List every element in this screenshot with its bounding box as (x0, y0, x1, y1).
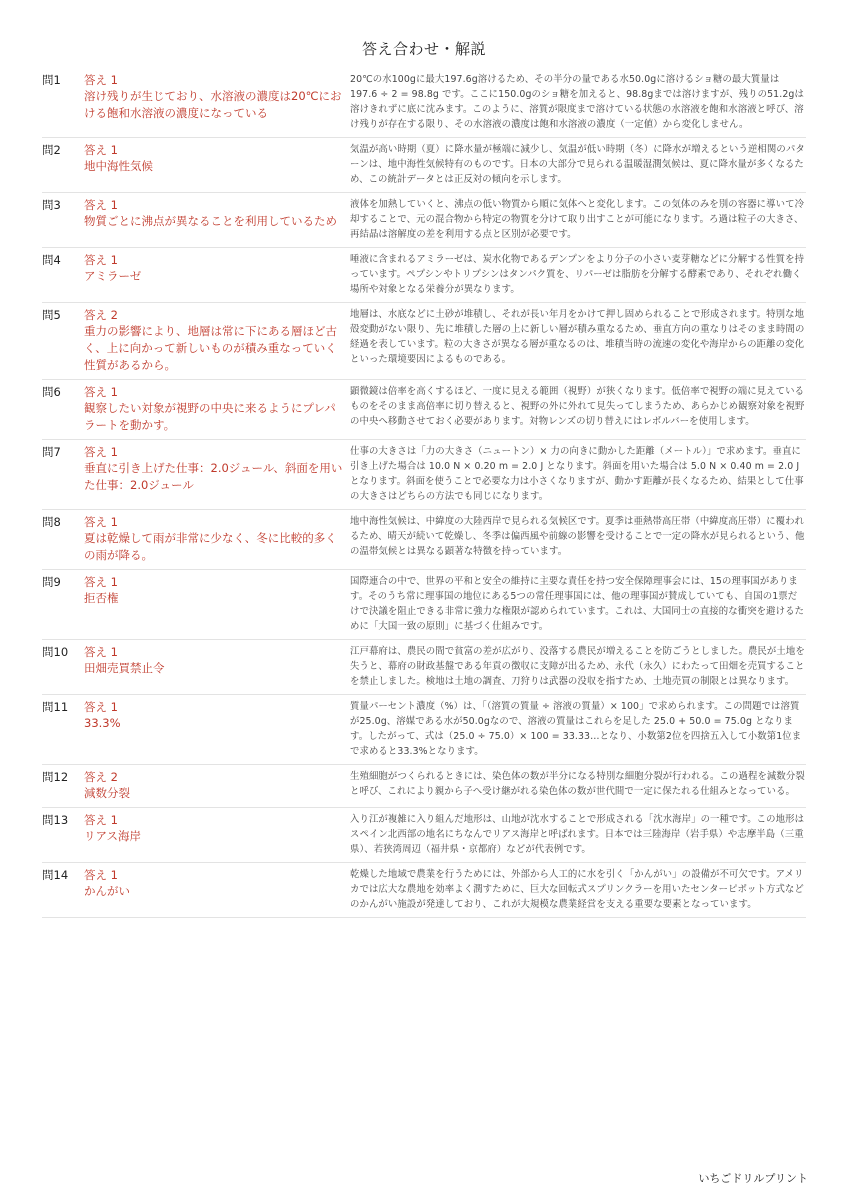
answer-label: 答え 1 (84, 143, 118, 157)
answer-label: 答え 1 (84, 385, 118, 399)
explanation-text: 唾液に含まれるアミラーゼは、炭水化物であるデンプンをより分子の小さい麦芽糖などに分解する性質を持っています。ペプシンやトリプシンはタンパク質を、リパーゼは脂肪を分解する酵素であり、それぞれ働く場所や対象となる栄養分が異なります。 (350, 254, 805, 295)
answer-text: 溶け残りが生じており、水溶液の濃度は20℃における飽和水溶液の濃度になっている (84, 89, 342, 120)
footer-brand: いちごドリルプリント (698, 1172, 808, 1185)
question-number: 問7 (42, 445, 61, 459)
answer-cell (84, 574, 350, 634)
explanation-text: 地層は、水底などに土砂が堆積し、それが長い年月をかけて押し固められることで形成されます。特別な地殻変動がない限り、先に堆積した層の上に新しい層が積み重なるため、垂直方向の重なりはそのまま時間の経過を表しています。粒の大きさが異なる層が重なるのは、堆積当時の流速の変化や海岸からの距離の変化といった環境要因によるものである。 (350, 309, 805, 365)
explanation-text: 入り江が複雑に入り組んだ地形は、山地が沈水することで形成される「沈水海岸」の一種です。この地形はスペイン北西部の地名にちなんでリアス海岸と呼ばれます。日本では三陸海岸（岩手県）や志摩半島（三重県）、若狭湾周辺（福井県・京都府）などが代表例です。 (350, 814, 805, 855)
question-number: 問11 (42, 700, 69, 714)
answer-row (42, 248, 806, 303)
answer-label: 答え 2 (84, 308, 118, 322)
answer-label: 答え 2 (84, 770, 118, 784)
answer-label: 答え 1 (84, 868, 118, 882)
answer-label: 答え 1 (84, 198, 118, 212)
answer-label: 答え 1 (84, 575, 118, 589)
answer-cell (84, 72, 350, 132)
answer-row (42, 193, 806, 248)
answer-text: かんがい (84, 884, 130, 898)
answer-cell (84, 867, 350, 912)
answer-cell (84, 812, 350, 857)
answer-text: リアス海岸 (84, 829, 142, 843)
answer-cell (84, 514, 350, 564)
answer-cell (84, 769, 350, 802)
answer-row (42, 68, 806, 138)
answer-cell (84, 252, 350, 297)
explanation-text: 質量パーセント濃度（%）は、「（溶質の質量 ÷ 溶液の質量）× 100」で求められます。この問題では溶質が25.0g、溶媒である水が50.0gなので、溶液の質量はこれらを足した 25.0 + 50.0 = 75.0g となります。したがって、式は（25.0 ÷ 75.0）× 100 = 33.33…となり、小数第2位を四捨五入して小数第1位まで求めると33.3%となります。 (350, 701, 802, 757)
explanation-text: 地中海性気候は、中緯度の大陸西岸で見られる気候区です。夏季は亜熱帯高圧帯（中緯度高圧帯）に覆われるため、晴天が続いて乾燥し、冬季は偏西風や前線の影響を受けることで一定の降水が見られるという、他の温帯気候とは異なる顕著な特徴を持っています。 (350, 516, 805, 557)
answer-cell (84, 699, 350, 759)
answer-row (42, 440, 806, 510)
question-number: 問1 (42, 73, 61, 87)
question-number: 問9 (42, 575, 61, 589)
answer-label: 答え 1 (84, 700, 118, 714)
question-number: 問14 (42, 868, 69, 882)
question-number: 問4 (42, 253, 61, 267)
explanation-text: 江戸幕府は、農民の間で貧富の差が広がり、没落する農民が増えることを防ごうとしました。農民が土地を失うと、幕府の財政基盤である年貢の徴収に支障が出るため、永代（永久）にわたって田畑を売買することを禁止しました。検地は土地の調査、刀狩りは武器の没収を指すため、土地売買の制限とは異なります。 (350, 646, 805, 687)
question-number: 問12 (42, 770, 69, 784)
answer-cell (84, 444, 350, 504)
explanation-text: 液体を加熱していくと、沸点の低い物質から順に気体へと変化します。この気体のみを別の容器に導いて冷却することで、元の混合物から特定の物質を分けて取り出すことが可能になります。ろ過は粒子の大きさ、再結晶は溶解度の差を利用する点と区別が必要です。 (350, 199, 805, 240)
answer-row (42, 570, 806, 640)
question-number: 問8 (42, 515, 61, 529)
answer-text: 重力の影響により、地層は常に下にある層ほど古く、上に向かって新しいものが積み重なっていく性質があるから。 (84, 324, 337, 372)
answer-text: 地中海性気候 (84, 159, 153, 173)
page-title: 答え合わせ・解説 (361, 40, 486, 58)
answer-text: アミラーゼ (84, 269, 142, 283)
answer-cell (84, 384, 350, 434)
answer-text: 観察したい対象が視野の中央に来るようにプレパラートを動かす。 (84, 401, 336, 432)
answer-label: 答え 1 (84, 73, 118, 87)
question-number: 問5 (42, 308, 61, 322)
explanation-text: 生殖細胞がつくられるときには、染色体の数が半分になる特別な細胞分裂が行われる。この過程を減数分裂と呼び、これにより親から子へ受け継がれる染色体の数が世代間で一定に保たれる仕組みとなっている。 (350, 771, 805, 797)
explanation-text: 乾燥した地域で農業を行うためには、外部から人工的に水を引く「かんがい」の設備が不可欠です。アメリカでは広大な農地を効率よく潤すために、巨大な回転式スプリンクラーを用いたセンターピボット方式などのかんがい施設が発達しており、これが大規模な農業経営を支える重要な要素となっています。 (350, 869, 804, 910)
answer-text: 垂直に引き上げた仕事：2.0ジュール、斜面を用いた仕事：2.0ジュール (84, 461, 343, 492)
answer-cell (84, 197, 350, 242)
explanation-text: 仕事の大きさは「力の大きさ（ニュートン）× 力の向きに動かした距離（メートル）」で求めます。垂直に引き上げた場合は 10.0 N × 0.20 m = 2.0 J となります。斜面を用いた場合は 5.0 N × 0.40 m = 2.0 J となります。斜面を使うことで必要な力は小さくなりますが、動かす距離が長くなるため、結果として仕事の大きさはどちらの方法でも同じになります。 (350, 446, 804, 502)
answer-text: 田畑売買禁止令 (84, 661, 165, 675)
answer-row (42, 303, 806, 380)
question-number: 問10 (42, 645, 69, 659)
explanation-text: 国際連合の中で、世界の平和と安全の維持に主要な責任を持つ安全保障理事会には、15の理事国があります。そのうち常に理事国の地位にある5つの常任理事国には、他の理事国が賛成していても、自国の1票だけで決議を阻止できる非常に強力な権限が認められています。これは、大国同士の直接的な衝突を避けるために「大国一致の原則」に基づく仕組みです。 (350, 576, 805, 632)
answer-row (42, 640, 806, 695)
answer-row (42, 380, 806, 440)
answer-row (42, 695, 806, 765)
answer-cell (84, 142, 350, 187)
answer-label: 答え 1 (84, 515, 118, 529)
answer-cell (84, 307, 350, 374)
answer-text: 夏は乾燥して雨が非常に少なく、冬に比較的多くの雨が降る。 (84, 531, 337, 562)
answer-row (42, 510, 806, 570)
answer-label: 答え 1 (84, 445, 118, 459)
answer-text: 33.3% (84, 716, 121, 730)
answer-label: 答え 1 (84, 645, 118, 659)
explanation-text: 気温が高い時期（夏）に降水量が極端に減少し、気温が低い時期（冬）に降水が増えるという逆相関のパターンは、地中海性気候特有のものです。日本の大部分で見られる温暖湿潤気候は、夏に降水量が多くなるため、この統計データとは正反対の傾向を示します。 (350, 144, 805, 185)
explanation-text: 顕微鏡は倍率を高くするほど、一度に見える範囲（視野）が狭くなります。低倍率で視野の端に見えているものをそのまま高倍率に切り替えると、視野の外に外れて見失ってしまうため、あらかじめ観察対象を視野の中央へ移動させておく必要があります。対物レンズの切り替えにはレボルバーを使用します。 (350, 386, 805, 427)
explanation-text: 20℃の水100gに最大197.6g溶けるため、その半分の量である水50.0gに溶けるショ糖の最大質量は 197.6 ÷ 2 = 98.8g です。ここに150.0gのショ糖を加えると、98.8gまでは溶けますが、残りの51.2gは溶けきれずに底に沈みます。このように、溶質が限度まで溶けている状態の水溶液を飽和水溶液と呼び、溶け残りが存在する限り、その水溶液の濃度は飽和水溶液の濃度（一定値）から変化しません。 (350, 74, 804, 130)
answer-label: 答え 1 (84, 813, 118, 827)
answer-label: 答え 1 (84, 253, 118, 267)
answer-row (42, 863, 806, 918)
question-number: 問3 (42, 198, 61, 212)
answer-row (42, 808, 806, 863)
question-number: 問6 (42, 385, 61, 399)
answer-text: 物質ごとに沸点が異なることを利用しているため (84, 214, 337, 228)
answer-text: 減数分裂 (84, 786, 130, 800)
question-number: 問2 (42, 143, 61, 157)
question-number: 問13 (42, 813, 69, 827)
answer-text: 拒否権 (84, 591, 119, 605)
answer-row (42, 138, 806, 193)
answer-row (42, 765, 806, 808)
answer-cell (84, 644, 350, 689)
answer-list (42, 68, 806, 918)
